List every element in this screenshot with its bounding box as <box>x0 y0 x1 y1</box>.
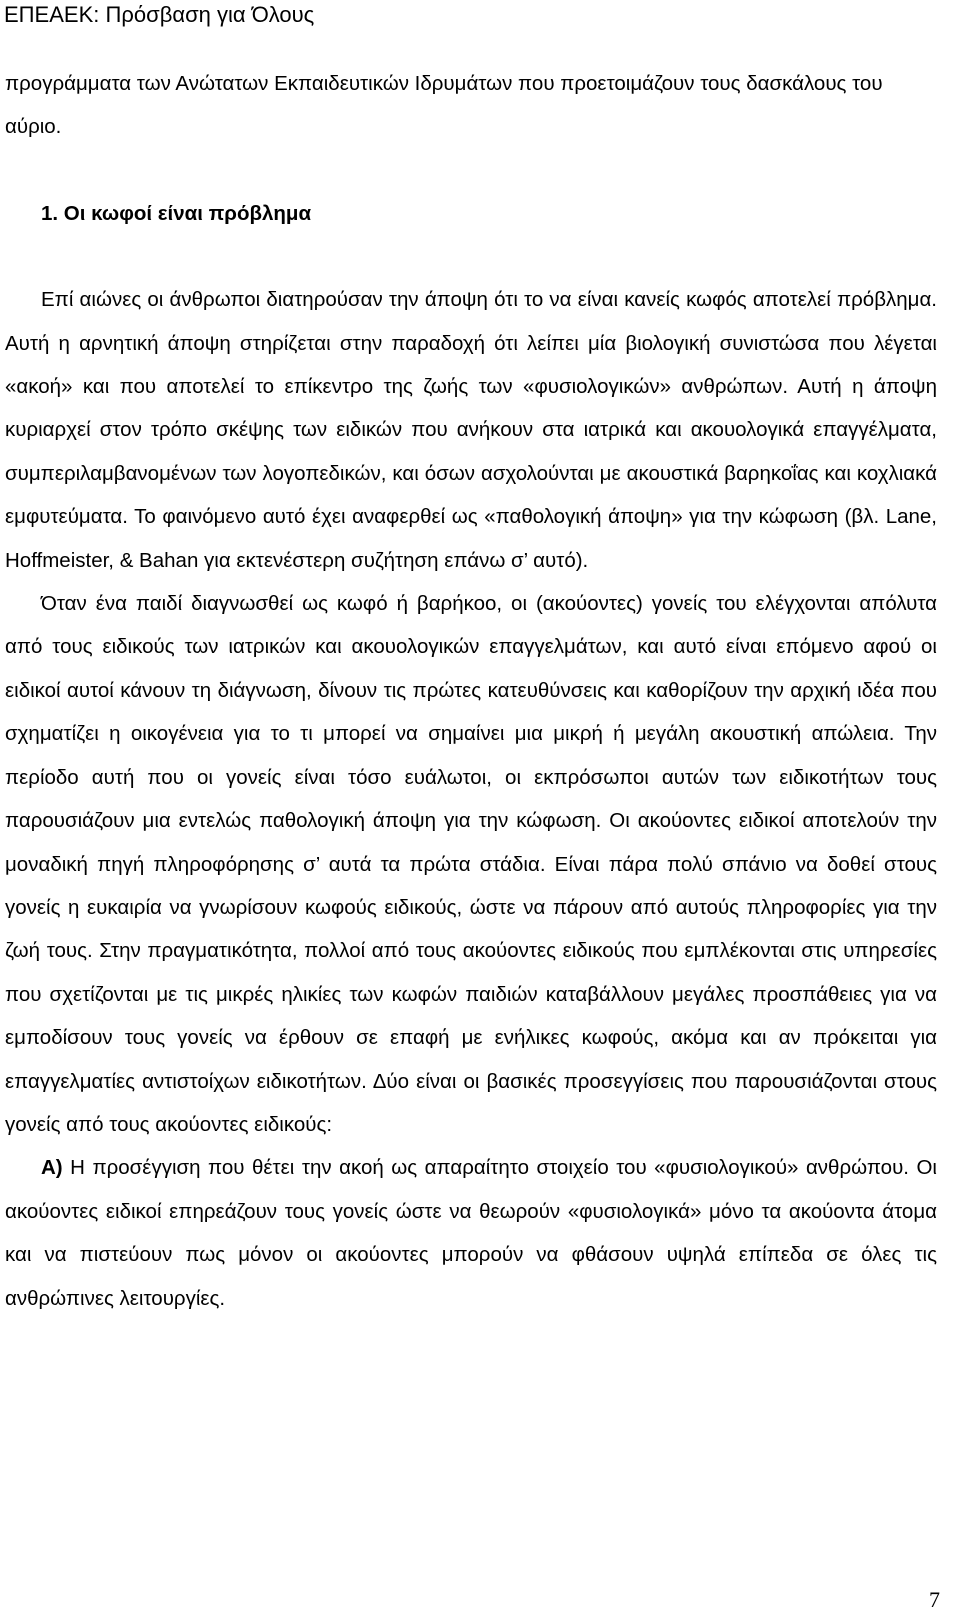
section-heading: 1. Οι κωφοί είναι πρόβλημα <box>41 201 312 225</box>
paragraph-2: Όταν ένα παιδί διαγνωσθεί ως κωφό ή βαρήκοο, οι (ακούοντες) γονείς του ελέγχονται απόλυτα από τους ειδικούς των ιατρικών και ακουολογικών επαγγελμάτων, και αυτό είναι επόμενο αφού οι ειδικοί αυτοί κάνουν τη διάγνωση, δίνουν τις πρώτες κατευθύνσεις και καθορίζουν την αρχική ιδέα που σχηματίζει η οικογένεια για το τι μπορεί να σημαίνει μια μικρή ή μεγάλη ακουστική απώλεια. Την περίοδο αυτή που οι γονείς είναι τόσο ευάλωτοι, οι εκπρόσωποι αυτών των ειδικοτήτων τους παρουσιάζουν μια εντελώς παθολογική άποψη για την κώφωση. Οι ακούοντες ειδικοί αποτελούν την μοναδική πηγή πληροφόρησης σ’ αυτά τα πρώτα στάδια. Είναι πάρα πολύ σπάνιο να δοθεί στους γονείς η ευκαιρία να γνωρίσουν κωφούς ειδικούς, ώστε να πάρουν από αυτούς πληροφορίες για την ζωή τους. Στην πραγματικότητα, πολλοί από τους ακούοντες ειδικούς που εμπλέκονται στις υπηρεσίες που σχετίζονται με τις μικρές ηλικίες των κωφών παιδιών καταβάλλουν μεγάλες προσπάθειες για να εμποδίσουν τους γονείς να έρθουν σε επαφή με ενήλικες κωφούς, ακόμα και αν πρόκειται για επαγγελματίες αντιστοίχων ειδικοτήτων. Δύο είναι οι βασικές προσεγγίσεις που παρουσιάζονται στους γονείς από τους ακούοντες ειδικούς: <box>5 592 937 1136</box>
document-header: ΕΠΕΑΕΚ: Πρόσβαση για Όλους <box>4 2 315 27</box>
document-body <box>5 62 937 1320</box>
list-label: Α) <box>41 1156 63 1180</box>
paragraph-1: Επί αιώνες οι άνθρωποι διατηρούσαν την άποψη ότι το να είναι κανείς κωφός αποτελεί πρόβλημα. Αυτή η αρνητική άποψη στηρίζεται στην παραδοχή ότι λείπει μία βιολογική συνιστώσα που λέγεται «ακοή» και που αποτελεί το επίκεντρο της ζωής των «φυσιολογικών» ανθρώπων. Αυτή η άποψη κυριαρχεί στον τρόπο σκέψης των ειδικών που ανήκουν στα ιατρικά και ακουολογικά επαγγέλματα, συμπεριλαμβανομένων των λογοπεδικών, και όσων ασχολούνται με ακουστικά βαρηκοΐας και κοχλιακά εμφυτεύματα. Το φαινόμενο αυτό έχει αναφερθεί ως «παθολογική άποψη» για την κώφωση (βλ. Lane, Hoffmeister, & Bahan για εκτενέστερη συζήτηση επάνω σ’ αυτό). <box>5 288 937 572</box>
page-number: 7 <box>929 1587 940 1612</box>
paragraph-3 <box>5 1146 937 1320</box>
intro-paragraph: προγράμματα των Ανώτατων Εκπαιδευτικών Ιδρυμάτων που προετοιμάζουν τους δασκάλους του αύριο. <box>5 72 883 139</box>
paragraph-3-text: Η προσέγγιση που θέτει την ακοή ως απαραίτητο στοιχείο του «φυσιολογικού» ανθρώπου. Οι ακούοντες ειδικοί επηρεάζουν τους γονείς ώστε να θεωρούν «φυσιολογικά» μόνο τα ακούοντα άτομα και να πιστεύουν πως μόνον οι ακούοντες μπορούν να φθάσουν υψηλά επίπεδα σε όλες τις ανθρώπινες λειτουργίες. <box>5 1156 937 1310</box>
